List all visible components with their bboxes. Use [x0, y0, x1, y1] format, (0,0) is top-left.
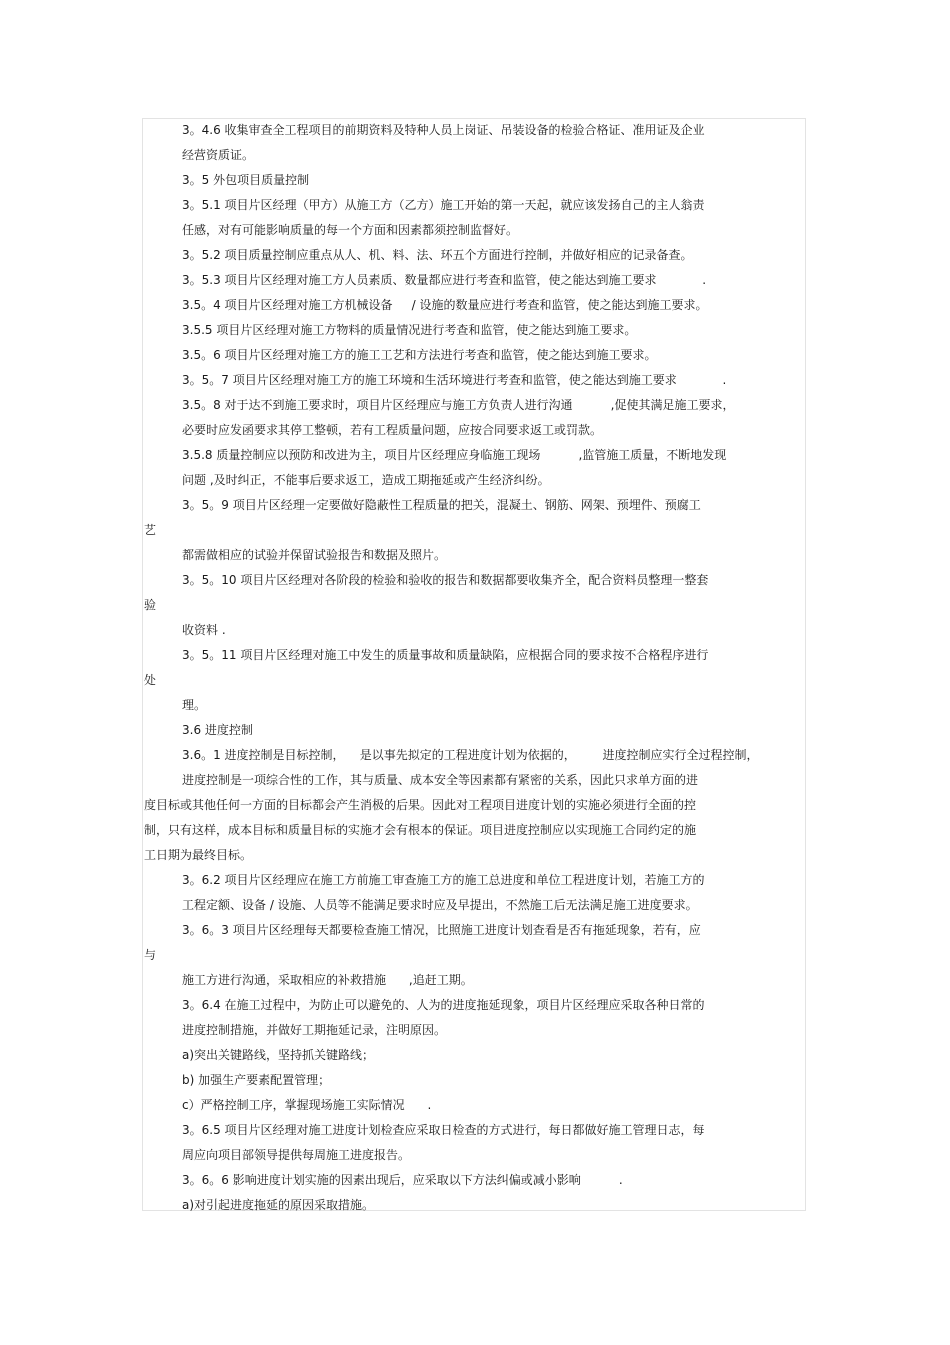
text-line: 经营资质证。	[182, 148, 255, 162]
text-line: 周应向项目部领导提供每周施工进度报告。	[182, 1148, 411, 1162]
text-line: 3。4.6 收集审查全工程项目的前期资料及特种人员上岗证、吊装设备的检验合格证、准用证及企业	[182, 123, 705, 137]
text-line: 3。5。7 项目片区经理对施工方的施工环境和生活环境进行考查和监管，使之能达到施工要求 .	[182, 373, 727, 387]
list-item: a)对引起进度拖延的原因采取措施。	[182, 1198, 375, 1212]
section-heading: 3.6 进度控制	[182, 723, 253, 737]
text-line: 3.5。6 项目片区经理对施工方的施工工艺和方法进行考查和监管，使之能达到施工要求。	[182, 348, 657, 362]
text-line: 进度控制是一项综合性的工作，其与质量、成本安全等因素都有紧密的关系，因此只求单方面的进	[182, 773, 699, 787]
text-line: 制，只有这样，成本目标和质量目标的实施才会有根本的保证。项目进度控制应以实现施工合同约定的施	[144, 823, 697, 837]
text-line: 验	[144, 598, 157, 612]
list-item: b) 加强生产要素配置管理；	[182, 1073, 331, 1087]
text-line: 3。5。11 项目片区经理对施工中发生的质量事故和质量缺陷，应根据合同的要求按不合格程序进行	[182, 648, 709, 662]
text-line: 3。5.3 项目片区经理对施工方人员素质、数量都应进行考查和监管，使之能达到施工要求 .	[182, 273, 707, 287]
text-line: 进度控制措施，并做好工期拖延记录，注明原因。	[182, 1023, 447, 1037]
text-line: 施工方进行沟通，采取相应的补救措施 ,追赶工期。	[182, 973, 473, 987]
text-line: 3。6。3 项目片区经理每天都要检查施工情况，比照施工进度计划查看是否有拖延现象，若有，应	[182, 923, 701, 937]
text-line: 3。5.1 项目片区经理（甲方）从施工方（乙方）施工开始的第一天起，就应该发扬自己的主人翁责	[182, 198, 705, 212]
text-line: 与	[144, 948, 157, 962]
text-line: 3.5。4 项目片区经理对施工方机械设备 / 设施的数量应进行考查和监管，使之能达到施工要求。	[182, 298, 708, 312]
text-line: 必要时应发函要求其停工整顿，若有工程质量问题，应按合同要求返工或罚款。	[182, 423, 603, 437]
text-line: 都需做相应的试验并保留试验报告和数据及照片。	[182, 548, 447, 562]
section-heading: 3。5 外包项目质量控制	[182, 173, 310, 187]
text-line: 工程定额、设备 / 设施、人员等不能满足要求时应及早提出，不然施工后无法满足施工进度要求。	[182, 898, 698, 912]
text-line: 3.5.5 项目片区经理对施工方物料的质量情况进行考查和监管，使之能达到施工要求。	[182, 323, 637, 337]
text-line: 3。6.4 在施工过程中，为防止可以避免的、人为的进度拖延现象，项目片区经理应采取各种日常的	[182, 998, 705, 1012]
text-line: 艺	[144, 523, 157, 537]
text-line: 3。5。10 项目片区经理对各阶段的检验和验收的报告和数据都要收集齐全，配合资料员整理一整套	[182, 573, 709, 587]
text-line: 3.5.8 质量控制应以预防和改进为主，项目片区经理应身临施工现场 ,监管施工质量，不断地发现	[182, 448, 727, 462]
text-line: 3。5。9 项目片区经理一定要做好隐蔽性工程质量的把关，混凝土、钢筋、网架、预埋件、预腐工	[182, 498, 701, 512]
text-line: 任感，对有可能影响质量的每一个方面和因素都须控制监督好。	[182, 223, 519, 237]
text-line: 3。6.5 项目片区经理对施工进度计划检查应采取日检查的方式进行，每日都做好施工管理日志，每	[182, 1123, 705, 1137]
text-line: 3。6.2 项目片区经理应在施工方前施工审查施工方的施工总进度和单位工程进度计划，若施工方的	[182, 873, 705, 887]
list-item: a)突出关键路线，坚持抓关键路线；	[182, 1048, 375, 1062]
text-line: 度目标或其他任何一方面的目标都会产生消极的后果。因此对工程项目进度计划的实施必须进行全面的控	[144, 798, 697, 812]
text-line: 问题 ,及时纠正，不能事后要求返工，造成工期拖延或产生经济纠纷。	[182, 473, 550, 487]
text-line: 3.6。1 进度控制是目标控制， 是以事先拟定的工程进度计划为依据的， 进度控制应实行全过程控制，	[182, 748, 759, 762]
text-line: 3.5。8 对于达不到施工要求时，项目片区经理应与施工方负责人进行沟通 ,促使其满足施工要求，	[182, 398, 735, 412]
text-line: 3。6。6 影响进度计划实施的因素出现后，应采取以下方法纠偏或减小影响 .	[182, 1173, 623, 1187]
text-line: 理。	[182, 698, 207, 712]
text-line: 收资料 .	[182, 623, 226, 637]
text-line: 工日期为最终目标。	[144, 848, 253, 862]
text-line: 3。5.2 项目质量控制应重点从人、机、料、法、环五个方面进行控制，并做好相应的记录备查。	[182, 248, 693, 262]
list-item: c）严格控制工序，掌握现场施工实际情况 .	[182, 1098, 432, 1112]
text-line: 处	[144, 673, 157, 687]
